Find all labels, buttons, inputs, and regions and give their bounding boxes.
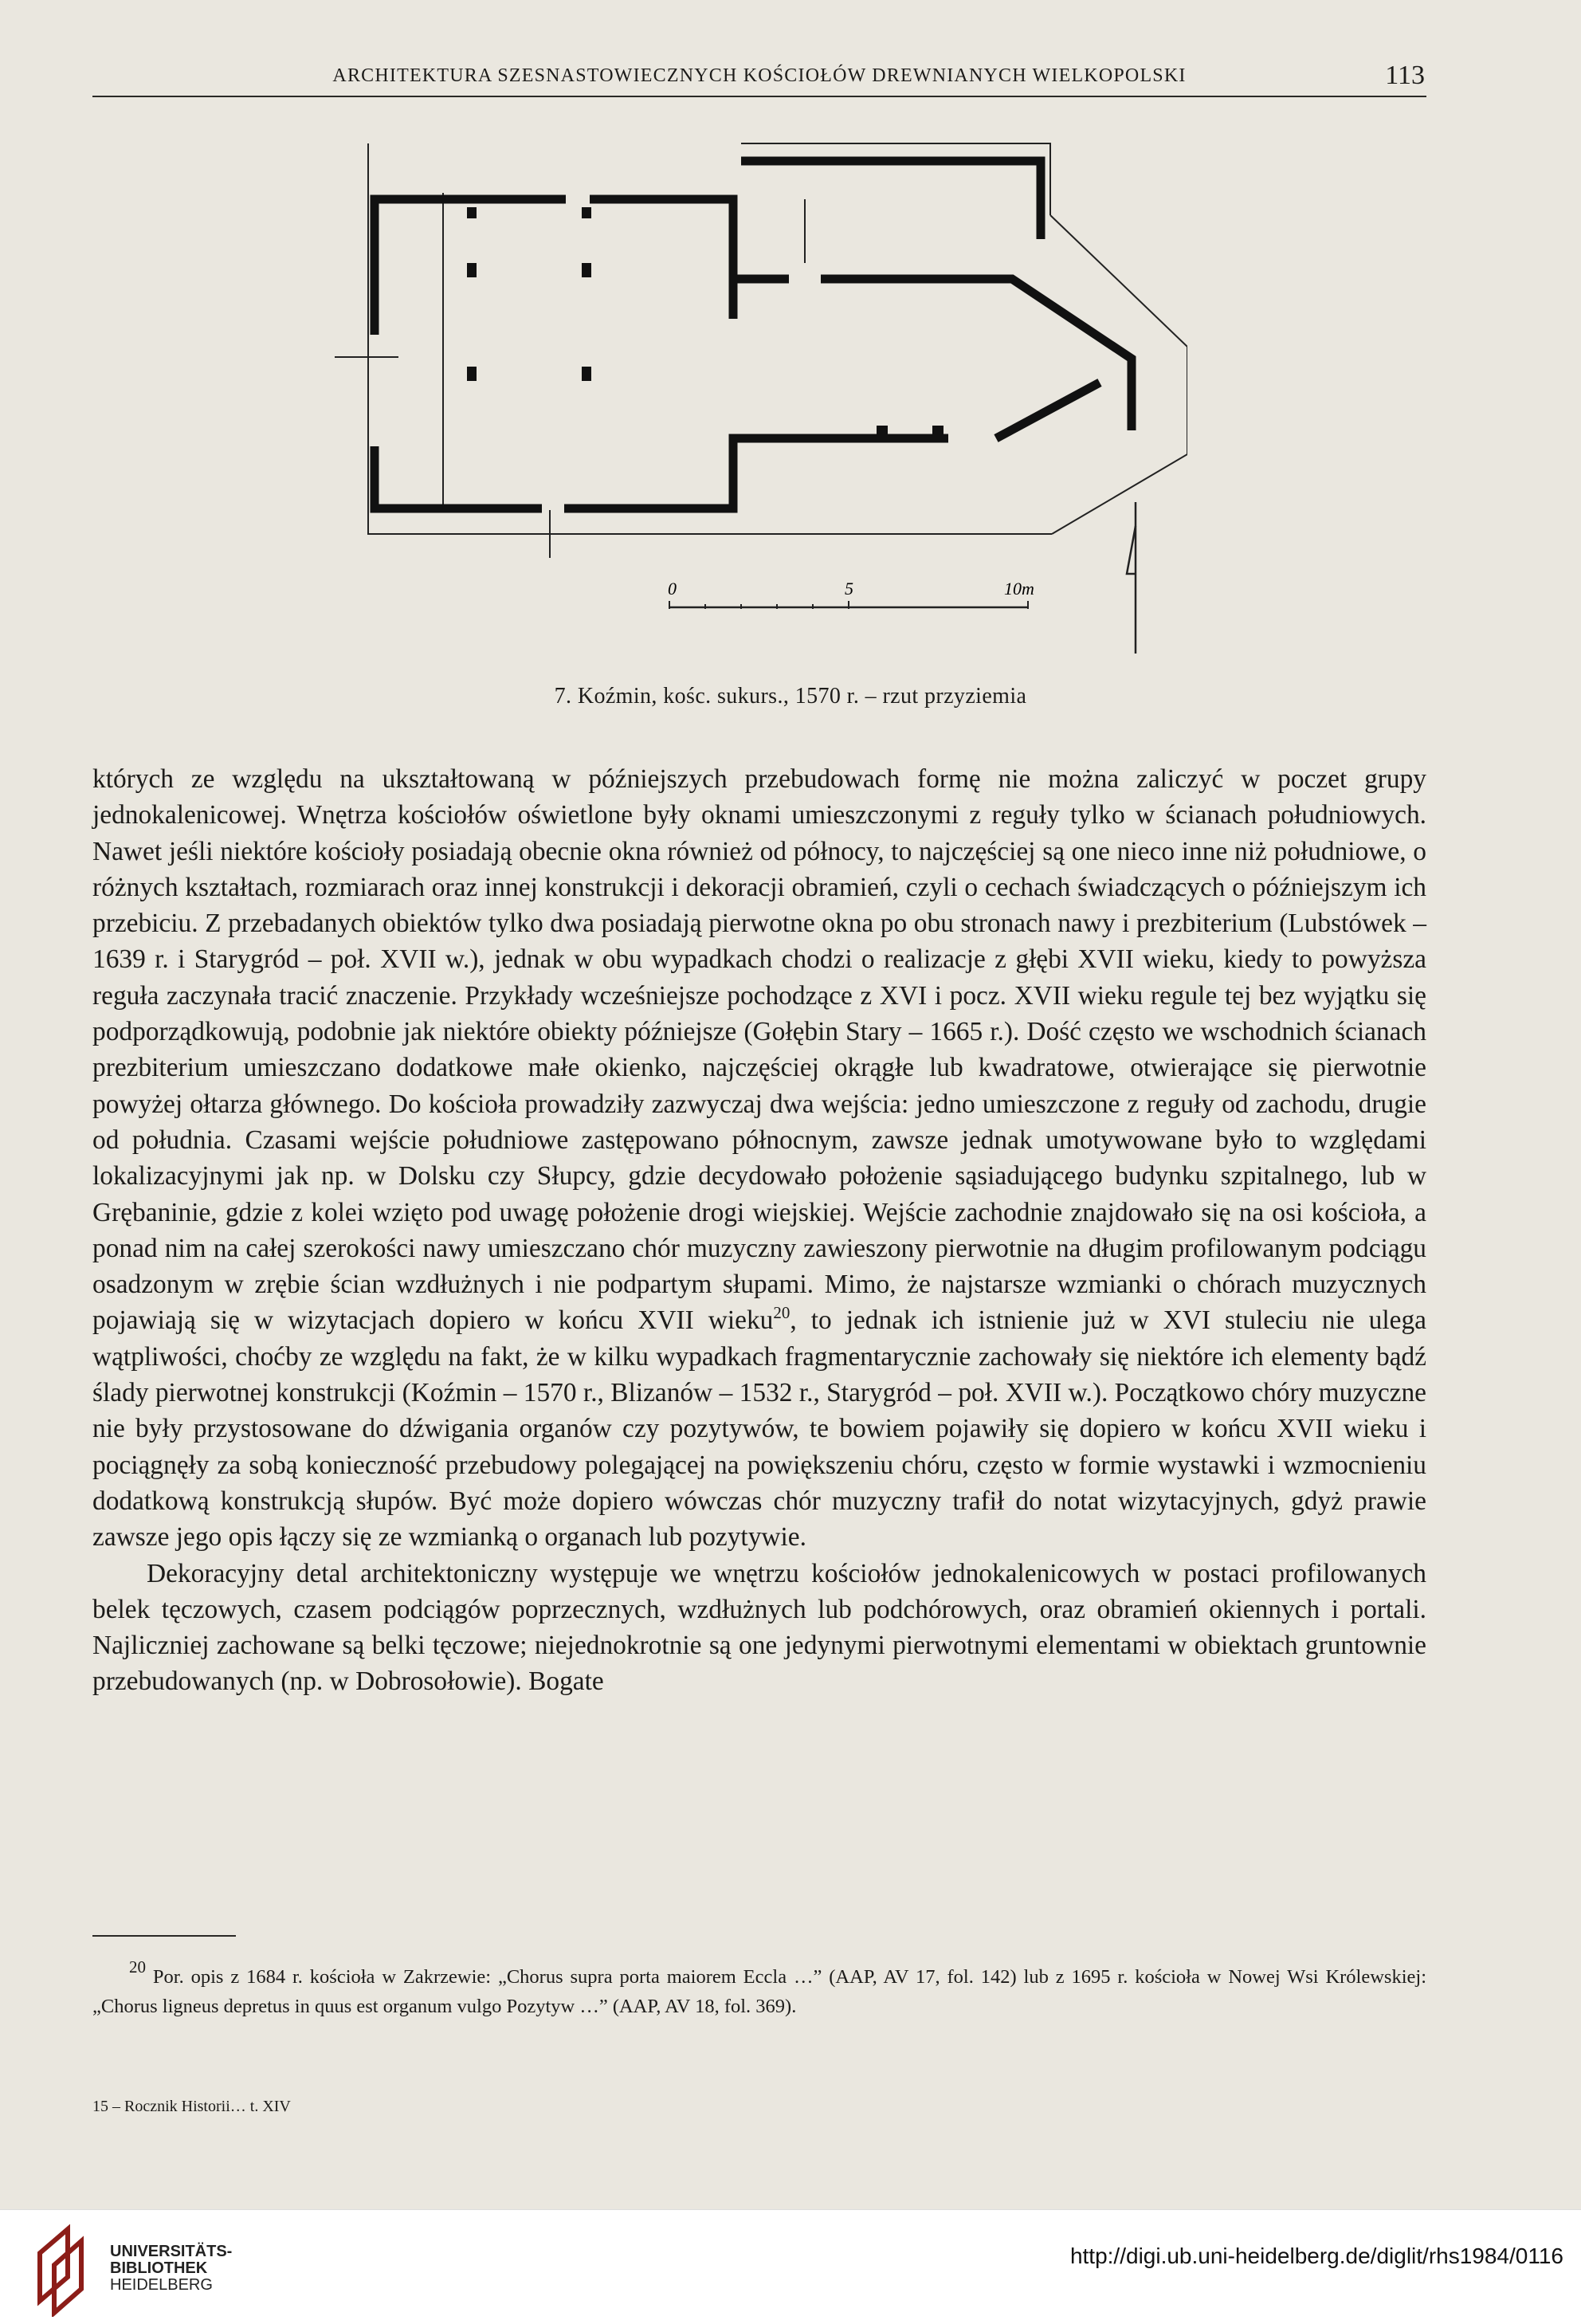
running-title: ARCHITEKTURA SZESNASTOWIECZNYCH KOŚCIOŁÓW DREWNIANYCH WIELKOPOLSKI — [332, 65, 1187, 86]
paragraph-text-continued: , to jednak ich istnienie już w XVI stuleciu nie ulega wątpliwości, choćby ze względu na fakt, że w kilku wypadkach fragmentarycznie zachowały się niektóre ich elementy bądź ślady pierwotnej konstrukcji (Koźmin – 1570 r., Blizanów – 1532 r., Starygród – poł. XVII w.). Początkowo chóry muzyczne nie były przystosowane do dźwigania organów czy pozytywów, te bowiem pojawiły się dopiero w końcu XVII wieku i pociągnęły za sobą konieczność przebudowy polegającej na powiększeniu chóru, często w formie wystawki i wzmocnieniu dodatkową konstrukcją słupów. Być może dopiero wówczas chór muzyczny trafił do notat wizytacyjnych, gdyż prawie zawsze jego opis łączy się ze wzmianką o organach lub pozytywie. — [92, 1305, 1426, 1553]
post — [467, 207, 477, 218]
floor-plan-drawing — [327, 128, 1187, 677]
post — [582, 207, 591, 218]
post — [467, 263, 477, 277]
footnote-ref: 20 — [773, 1303, 790, 1323]
library-name — [110, 2244, 232, 2294]
nave-posts — [467, 207, 944, 437]
post — [582, 367, 591, 381]
floor-plan-figure — [327, 128, 1187, 677]
scale-label-0: 0 — [668, 579, 677, 599]
printer-signature: 15 – Rocznik Historii… t. XIV — [92, 2098, 291, 2115]
nave-wall-north — [590, 199, 733, 319]
footnote-number: 20 — [129, 1957, 146, 1977]
apse-outline — [1050, 215, 1187, 534]
library-logo-icon — [32, 2221, 96, 2317]
library-footer — [0, 2209, 1581, 2324]
paragraph — [92, 761, 1426, 1556]
sacristy-wall — [741, 161, 1041, 239]
chancel-wall-north-b — [821, 279, 1132, 430]
page-number: 113 — [1385, 61, 1425, 90]
figure-caption: 7. Koźmin, kośc. sukurs., 1570 r. – rzut przyziemia — [554, 684, 1027, 709]
scale-label-5: 5 — [845, 579, 853, 599]
apse-wall-se — [996, 383, 1100, 438]
north-arrow-head — [1127, 526, 1136, 574]
chancel-wall-south — [733, 438, 948, 462]
post — [932, 426, 944, 437]
nave-wall-south — [564, 462, 733, 508]
paragraph-text: których ze względu na ukształtowaną w późniejszych przebudowach formę nie można zaliczyć w poczet grupy jednokalenicowej. Wnętrza kościołów oświetlone były oknami umieszczonymi z reguły tylko w ścianach południowych. Nawet jeśli niektóre kościoły posiadają obecnie okna również od północy, to najczęściej są one nieco inne niż południowe, o różnych kształtach, rozmiarach oraz innej konstrukcji i dekoracji obramień, czyli o cechach świadczących o późniejszym ich przebiciu. Z przebadanych obiektów tylko dwa posiadają pierwotne okna po obu stronach nawy i prezbiterium (Lubstówek – 1639 r. i Starygród – poł. XVII w.), jednak w obu wypadkach chodzi o realizacje z głębi XVII wieku, kiedy to powyższa reguła zaczynała tracić znaczenie. Przykłady wcześniejsze pochodzące z XVI i pocz. XVII wieku regule tej bez wyjątku się podporządkowują, podobnie jak niektóre obiekty późniejsze (Gołębin Stary – 1665 r.). Dość często we wschodnich ścianach prezbiterium umieszczano dodatkowe małe okienko, najczęściej okrągłe lub kwadratowe, otwierające się pierwotnie powyżej ołtarza głównego. Do kościoła prowadziły zazwyczaj dwa wejścia: jedno umieszczone z reguły od zachodu, drugie od południa. Czasami wejście południowe zastępowano północnym, zawsze jednak umotywowane było to względami lokalizacyjnymi jak np. w Dolsku czy Słupcy, gdzie decydowało położenie sąsiadującego budynku szpitalnego, lub w Grębaninie, gdzie z kolei wzięto pod uwagę położenie drogi wiejskiej. Wejście zachodnie znajdowało się na osi kościoła, a ponad nim na całej szerokości nawy umieszczano chór muzyczny zawieszony pierwotnie na długim profilowanym podciągu osadzonym w zrębie ścian wzdłużnych i nie podpartym słupami. Mimo, że najstarsze wzmianki o chórach muzycznych pojawiają się w wizytacjach dopiero w końcu XVII wieku — [92, 764, 1426, 1336]
north-arrow — [1127, 502, 1136, 654]
footnote-divider — [92, 1935, 236, 1937]
post — [877, 426, 888, 437]
footnote-text: Por. opis z 1684 r. kościoła w Zakrzewie: „Chorus supra porta maiorem Eccla …” (AAP, AV 17, fol. 142) lub z 1695 r. kościoła w Nowej Wsi Królewskiej: „Chorus ligneus depretus in quus est organum vulgo Pozytyw …” (AAP, AV 18, fol. 369). — [92, 1966, 1427, 2017]
footnote — [92, 1957, 1427, 2021]
source-url[interactable]: http://digi.ub.uni-heidelberg.de/diglit/rhs1984/0116 — [1069, 2244, 1563, 2268]
scale-label-10: 10m — [1004, 579, 1034, 599]
plan-outline-top — [741, 143, 1050, 215]
library-name-line: BIBLIOTHEK — [110, 2259, 208, 2277]
body-text — [92, 761, 1426, 1700]
paragraph: Dekoracyjny detal architektoniczny występuje we wnętrzu kościołów jednokalenicowych w postaci profilowanych belek tęczowych, czasem podciągów poprzecznych, wzdłużnych lub podchórowych, oraz obramień okiennych i portali. Najliczniej zachowane są belki tęczowe; niejednokrotnie są one jedynymi pierwotnymi elementami w obiektach gruntownie przebudowanych (np. w Dobrosołowie). Bogate — [92, 1558, 1426, 1697]
nave-wall-sw — [375, 446, 542, 508]
running-header — [92, 61, 1426, 97]
scale-bar — [668, 579, 1034, 609]
post — [467, 367, 477, 381]
post — [582, 263, 591, 277]
library-name-line: HEIDELBERG — [110, 2276, 213, 2294]
library-name-line: UNIVERSITÄTS- — [110, 2243, 233, 2260]
footnotes — [92, 1957, 1427, 2021]
